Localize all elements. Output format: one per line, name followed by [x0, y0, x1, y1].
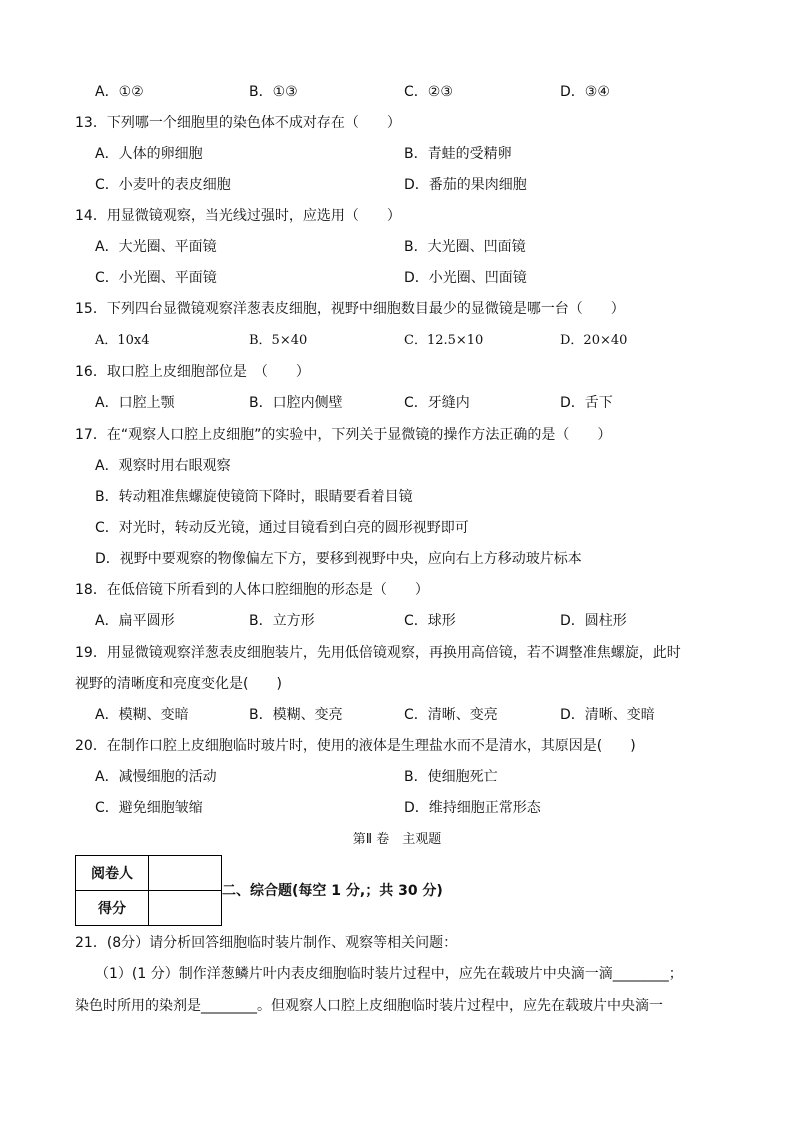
- q15-option-c: C．12.5×10: [404, 333, 484, 348]
- q15-option-b: B．5×40: [249, 333, 308, 348]
- q20-stem: 20．在制作口腔上皮细胞临时玻片时，使用的液体是生理盐水而不是清水，其原因是( ): [75, 738, 636, 754]
- q21-line2: 染色时所用的染剂是________。但观察人口腔上皮细胞临时装片过程中，应先在载玻片中央滴一: [75, 998, 663, 1014]
- section2-title: 二、综合题(每空 1 分,；共 30 分): [222, 883, 443, 899]
- q13-stem: 13．下列哪一个细胞里的染色体不成对存在（ ）: [75, 115, 401, 131]
- q12-option-c: C．②③: [404, 84, 453, 100]
- q14-option-c: C．小光圈、平面镜: [95, 270, 217, 286]
- q16-option-b: B．口腔内侧壁: [249, 395, 343, 411]
- q20-option-c: C．避免细胞皱缩: [95, 800, 203, 816]
- q17-option-b: B．转动粗准焦螺旋使镜筒下降时，眼睛要看着目镜: [95, 489, 413, 505]
- q17-stem: 17．在“观察人口腔上皮细胞”的实验中，下列关于显微镜的操作方法正确的是（ ）: [75, 427, 612, 443]
- q13-option-b: B．青蛙的受精卵: [404, 146, 512, 162]
- score-field[interactable]: [149, 891, 222, 926]
- q12-option-a: A．①②: [95, 84, 144, 100]
- q21-stem: 21．(8分）请分析回答细胞临时装片制作、观察等相关问题：: [75, 935, 458, 951]
- q14-option-b: B．大光圈、凹面镜: [404, 239, 526, 255]
- q17-option-d: D．视野中要观察的物像偏左下方，要移到视野中央，应向右上方移动玻片标本: [95, 551, 582, 567]
- q20-option-d: D．维持细胞正常形态: [404, 800, 541, 816]
- q17-option-a: A．观察时用右眼观察: [95, 458, 231, 474]
- q19-option-c: C．清晰、变亮: [404, 707, 498, 723]
- q15-option-a: A．10x4: [95, 333, 150, 348]
- reviewer-label: 阅卷人: [76, 856, 149, 891]
- q20-option-b: B．使细胞死亡: [404, 769, 498, 785]
- q12-option-b: B．①③: [249, 84, 298, 100]
- q18-option-b: B．立方形: [249, 613, 315, 629]
- q19-option-d: D．清晰、变暗: [560, 707, 655, 723]
- q18-stem: 18．在低倍镜下所看到的人体口腔细胞的形态是（ ）: [75, 582, 429, 598]
- q16-option-c: C．牙缝内: [404, 395, 470, 411]
- q19-option-b: B．模糊、变亮: [249, 707, 343, 723]
- q14-option-a: A．大光圈、平面镜: [95, 239, 217, 255]
- q16-option-a: A．口腔上颚: [95, 395, 175, 411]
- score-table: [75, 855, 222, 926]
- q14-stem: 14．用显微镜观察，当光线过强时，应选用（ ）: [75, 208, 401, 224]
- part2-title: 第Ⅱ 卷 主观题: [352, 832, 442, 847]
- q18-option-d: D．圆柱形: [560, 613, 627, 629]
- q14-option-d: D．小光圈、凹面镜: [404, 270, 527, 286]
- q18-option-c: C．球形: [404, 613, 456, 629]
- q19-stem-line1: 19．用显微镜观察洋葱表皮细胞装片，先用低倍镜观察，再换用高倍镜，若不调整准焦螺旋，此时: [75, 645, 681, 661]
- q16-option-d: D．舌下: [560, 395, 613, 411]
- q18-option-a: A．扁平圆形: [95, 613, 175, 629]
- q19-option-a: A．模糊、变暗: [95, 707, 189, 723]
- q15-stem: 15．下列四台显微镜观察洋葱表皮细胞，视野中细胞数目最少的显微镜是哪一台（ ）: [75, 301, 625, 317]
- reviewer-field[interactable]: [149, 856, 222, 891]
- q21-line1: （1）(1 分）制作洋葱鳞片叶内表皮细胞临时装片过程中，应先在载玻片中央滴一滴________；: [95, 966, 683, 982]
- q12-option-d: D．③④: [560, 84, 610, 100]
- q13-option-c: C．小麦叶的表皮细胞: [95, 177, 231, 193]
- q13-option-d: D．番茄的果肉细胞: [404, 177, 527, 193]
- q13-option-a: A．人体的卵细胞: [95, 146, 203, 162]
- q17-option-c: C．对光时，转动反光镜，通过目镜看到白亮的圆形视野即可: [95, 520, 469, 536]
- q19-stem-line2: 视野的清晰度和亮度变化是( ): [75, 676, 282, 692]
- q20-option-a: A．减慢细胞的活动: [95, 769, 217, 785]
- q16-stem: 16．取口腔上皮细胞部位是 （ ）: [75, 364, 310, 380]
- score-label: 得分: [76, 891, 149, 926]
- q15-option-d: D．20×40: [560, 333, 628, 348]
